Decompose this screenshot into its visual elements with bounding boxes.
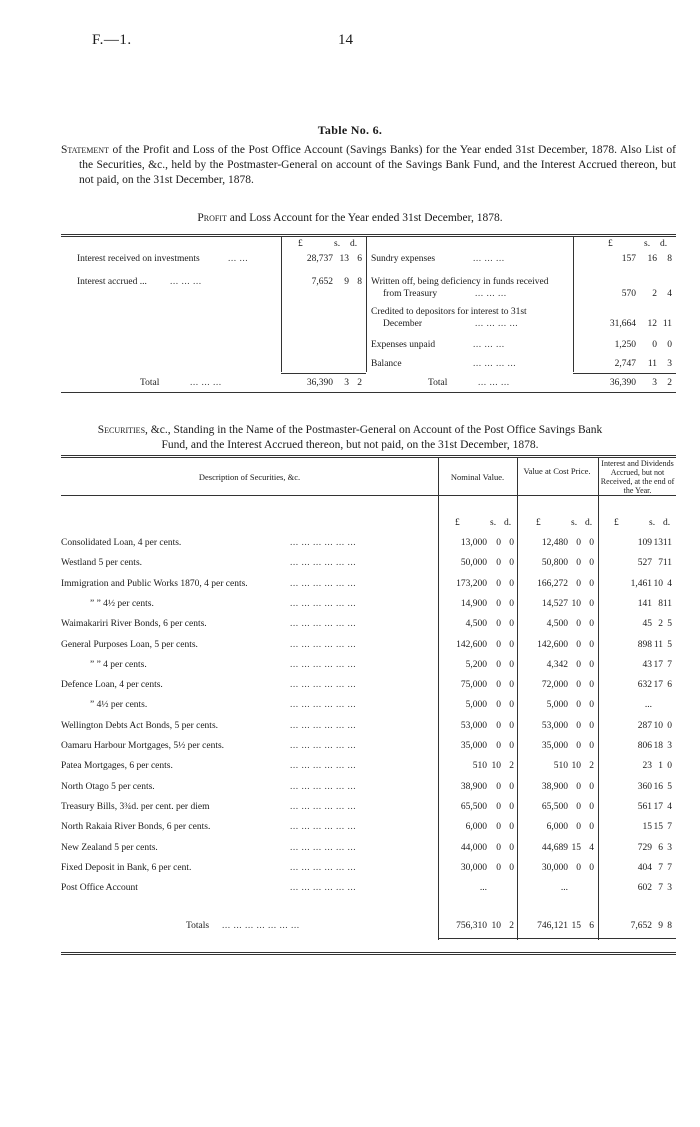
interest-accrued-shillings: 10 (653, 579, 663, 589)
nominal-value-pounds: 30,000 (460, 863, 487, 873)
nominal-value-pounds: 173,200 (456, 579, 487, 589)
security-description: Fixed Deposit in Bank, 6 per cent. (61, 863, 192, 873)
leader-dots: ... ... ... ... ... ... (290, 579, 357, 589)
credit-total-shillings: 3 (652, 378, 657, 388)
interest-accrued-header: Interest and Dividends Accrued, but not Received, at the end of the Year. (600, 459, 675, 495)
cost-value-pounds: 142,600 (537, 640, 568, 650)
securities-title: Securities, &c., Standing in the Name of the Postmaster-General on Account of the Post Office Savings Bank (97, 424, 603, 436)
interest-accrued-pence: 6 (667, 680, 672, 690)
cost-value-pence: 0 (589, 741, 594, 751)
interest-accrued-shillings: 16 (653, 782, 663, 792)
interest-accrued-pence: 3 (667, 741, 672, 751)
leader-dots: ... ... ... ... ... ... (290, 822, 357, 832)
nominal-value-shillings: 0 (496, 579, 501, 589)
debit-label: Interest received on investments (77, 254, 200, 264)
credit-amount-shillings: 0 (652, 340, 657, 350)
security-description: Oamaru Harbour Mortgages, 5½ per cents. (61, 741, 225, 751)
nominal-value-pounds: 38,900 (460, 782, 487, 792)
cost-value-pounds: 44,689 (541, 843, 568, 853)
interest-accrued-pounds: 43 (642, 660, 652, 670)
interest-accrued-shillings: 7 (658, 558, 663, 568)
debit-label: Interest accrued ... (77, 277, 147, 287)
totals-label: Totals (186, 921, 210, 931)
interest-accrued-pence: 11 (662, 558, 672, 568)
debit-amount-shillings: 9 (344, 277, 349, 287)
debit-amount-pence: 8 (357, 277, 362, 287)
table-top-rule-2 (61, 236, 676, 237)
security-description: New Zealand 5 per cents. (61, 843, 158, 853)
credit-label: Sundry expenses (371, 254, 436, 264)
pence-header: d. (585, 518, 593, 528)
cost-value-pounds: 72,000 (541, 680, 568, 690)
interest-accrued-shillings: 7 (658, 863, 663, 873)
credit-label-cont: December (383, 319, 423, 329)
nominal-value-pounds: 4,500 (465, 619, 487, 629)
leader-dots: ... ... ... ... ... ... (290, 619, 357, 629)
cost-value-shillings: 0 (576, 558, 581, 568)
nominal-value-shillings: 0 (496, 782, 501, 792)
nominal-value-pence: 0 (509, 558, 514, 568)
interest-accrued-pence: 3 (667, 843, 672, 853)
credit-label-cont: from Treasury (383, 289, 438, 299)
cost-value-pence: 0 (589, 863, 594, 873)
cost-value-pence: 0 (589, 640, 594, 650)
interest-accrued-shillings: 11 (653, 640, 663, 650)
shilling-header: s. (571, 518, 578, 528)
page-number: 14 (338, 32, 353, 48)
nominal-value-shillings: 0 (496, 802, 501, 812)
cost-value-pounds: ... (560, 883, 568, 893)
credit-amount-pounds: 31,664 (609, 319, 636, 329)
nominal-value-pence: 0 (509, 843, 514, 853)
interest-accrued-pounds: 23 (642, 761, 652, 771)
leader-dots: ... ... ... ... ... ... (290, 538, 357, 548)
credit-amount-pounds: 1,250 (614, 340, 636, 350)
interest-accrued-shillings: 17 (653, 680, 663, 690)
cost-value-shillings: 0 (576, 863, 581, 873)
totals-interest-pence: 8 (667, 921, 672, 931)
nominal-value-pounds: 65,500 (460, 802, 487, 812)
cost-value-pence: 0 (589, 822, 594, 832)
cost-value-pence: 0 (589, 579, 594, 589)
cost-value-header: Value at Cost Price. (523, 466, 591, 476)
cost-value-pence: 0 (589, 700, 594, 710)
leader-dots: ... ... ... (478, 378, 510, 388)
interest-accrued-pence: 0 (667, 721, 672, 731)
table-bottom-rule (61, 952, 676, 953)
nominal-value-pounds: 44,000 (460, 843, 487, 853)
cost-value-pounds: 35,000 (541, 741, 568, 751)
credit-label: Expenses unpaid (371, 340, 436, 350)
cost-value-pounds: 166,272 (537, 579, 568, 589)
nominal-value-shillings: 0 (496, 619, 501, 629)
statement-lead: Statement (61, 144, 109, 156)
credit-amount-pence: 11 (662, 319, 672, 329)
security-description: Wellington Debts Act Bonds, 5 per cents. (61, 721, 219, 731)
interest-accrued-pence: 4 (667, 579, 672, 589)
pence-header: d. (350, 239, 358, 249)
nominal-value-shillings: 0 (496, 640, 501, 650)
interest-accrued-pence: 11 (662, 538, 672, 548)
debit-total-shillings: 3 (344, 378, 349, 388)
credit-amount-shillings: 16 (647, 254, 657, 264)
interest-accrued-shillings: 13 (653, 538, 663, 548)
interest-accrued-pence: 5 (667, 640, 672, 650)
security-description: Patea Mortgages, 6 per cents. (61, 761, 173, 771)
leader-dots: ... ... ... ... ... ... (290, 741, 357, 751)
leader-dots: ... ... ... ... ... ... (290, 680, 357, 690)
security-description: ” ” 4 per cents. (90, 660, 147, 670)
debit-total-pence: 2 (357, 378, 362, 388)
pound-header: £ (536, 518, 541, 528)
cost-value-pounds: 4,500 (546, 619, 568, 629)
nominal-value-pounds: ... (479, 883, 487, 893)
credit-amount-pounds: 157 (621, 254, 636, 264)
table-bottom-rule (61, 392, 676, 393)
totals-interest-pounds: 7,652 (630, 921, 652, 931)
leader-dots: ... ... ... ... ... ... (290, 558, 357, 568)
security-description: Westland 5 per cents. (61, 558, 143, 568)
cost-value-shillings: 0 (576, 538, 581, 548)
interest-accrued-shillings: 10 (653, 721, 663, 731)
nominal-value-header: Nominal Value. (450, 472, 505, 482)
credit-total-pence: 2 (667, 378, 672, 388)
pound-header: £ (298, 239, 303, 249)
cost-value-shillings: 15 (571, 843, 581, 853)
header-bottom-rule (61, 495, 676, 496)
cost-value-pence: 4 (589, 843, 594, 853)
security-description: ” 4½ per cents. (90, 700, 148, 710)
cost-value-pounds: 65,500 (541, 802, 568, 812)
cost-value-pence: 2 (589, 761, 594, 771)
credit-label: Written off, being deficiency in funds received (371, 277, 549, 287)
nominal-value-pounds: 13,000 (460, 538, 487, 548)
credit-amount-pence: 8 (667, 254, 672, 264)
interest-accrued-pounds: 287 (637, 721, 652, 731)
nominal-value-pence: 0 (509, 619, 514, 629)
credit-amount-shillings: 12 (647, 319, 657, 329)
nominal-value-shillings: 0 (496, 700, 501, 710)
nominal-value-pence: 0 (509, 579, 514, 589)
shilling-header: s. (334, 239, 341, 249)
nominal-value-pence: 0 (509, 802, 514, 812)
nominal-value-pence: 0 (509, 660, 514, 670)
pound-header: £ (614, 518, 619, 528)
cost-value-pounds: 30,000 (541, 863, 568, 873)
nominal-value-shillings: 0 (496, 721, 501, 731)
nominal-value-pounds: 14,900 (460, 599, 487, 609)
interest-accrued-shillings: 17 (653, 802, 663, 812)
leader-dots: ... ... ... ... ... ... (290, 843, 357, 853)
cost-value-pounds: 50,800 (541, 558, 568, 568)
leader-dots: ... ... ... ... ... ... (290, 700, 357, 710)
nominal-value-shillings: 0 (496, 843, 501, 853)
security-description: ” ” 4½ per cents. (90, 599, 154, 609)
shilling-header: s. (644, 239, 651, 249)
interest-accrued-pence: 5 (667, 619, 672, 629)
interest-accrued-pounds: 602 (637, 883, 652, 893)
interest-accrued-pence: 7 (667, 660, 672, 670)
cost-value-pounds: 38,900 (541, 782, 568, 792)
leader-dots: ... ... ... ... ... ... (290, 863, 357, 873)
security-description: North Rakaia River Bonds, 6 per cents. (61, 822, 211, 832)
credit-amount-pounds: 2,747 (614, 359, 636, 369)
cost-value-pounds: 6,000 (546, 822, 568, 832)
interest-accrued-pounds: ... (644, 700, 652, 710)
credit-amount-pence: 3 (667, 359, 672, 369)
nominal-value-pounds: 6,000 (465, 822, 487, 832)
cost-value-pounds: 4,342 (546, 660, 568, 670)
leader-dots: ... ... ... ... ... ... (290, 640, 357, 650)
totals-cost-pence: 6 (589, 921, 594, 931)
cost-value-shillings: 0 (576, 822, 581, 832)
table-bottom-rule-2 (61, 954, 676, 955)
interest-accrued-shillings: 18 (653, 741, 663, 751)
cost-value-pounds: 14,527 (541, 599, 568, 609)
cost-value-pounds: 510 (553, 761, 568, 771)
nominal-value-pence: 2 (509, 761, 514, 771)
debit-amount-shillings: 13 (339, 254, 349, 264)
cost-value-pence: 0 (589, 680, 594, 690)
interest-accrued-shillings: 2 (658, 619, 663, 629)
security-description: Immigration and Public Works 1870, 4 per cents. (61, 579, 248, 589)
credit-amount-pence: 4 (667, 289, 672, 299)
cost-value-shillings: 10 (571, 599, 581, 609)
pound-header: £ (608, 239, 613, 249)
nominal-value-pounds: 75,000 (460, 680, 487, 690)
nominal-value-pence: 0 (509, 741, 514, 751)
nominal-value-pounds: 53,000 (460, 721, 487, 731)
interest-accrued-pounds: 806 (637, 741, 652, 751)
nominal-value-pounds: 35,000 (460, 741, 487, 751)
nominal-value-pence: 0 (509, 700, 514, 710)
security-description: Treasury Bills, 3¾d. per cent. per diem (61, 802, 210, 812)
credit-total-pounds: 36,390 (609, 378, 636, 388)
shilling-header: s. (649, 518, 656, 528)
cost-value-pence: 0 (589, 538, 594, 548)
cost-value-pounds: 53,000 (541, 721, 568, 731)
debit-amount-pounds: 7,652 (311, 277, 333, 287)
interest-accrued-shillings: 1 (658, 761, 663, 771)
nominal-value-pence: 0 (509, 863, 514, 873)
cost-value-pence: 0 (589, 660, 594, 670)
cost-value-pounds: 5,000 (546, 700, 568, 710)
interest-accrued-pence: 7 (667, 822, 672, 832)
interest-accrued-pence: 7 (667, 863, 672, 873)
cost-value-shillings: 0 (576, 782, 581, 792)
interest-accrued-pounds: 898 (637, 640, 652, 650)
interest-accrued-pounds: 527 (637, 558, 652, 568)
credit-amount-shillings: 11 (647, 359, 657, 369)
total-rule (573, 373, 676, 374)
nominal-value-pounds: 50,000 (460, 558, 487, 568)
interest-accrued-pence: 3 (667, 883, 672, 893)
column-rule (573, 237, 574, 372)
nominal-value-pounds: 5,200 (465, 660, 487, 670)
cost-value-shillings: 0 (576, 802, 581, 812)
interest-accrued-pounds: 404 (637, 863, 652, 873)
debit-amount-pounds: 28,737 (306, 254, 333, 264)
interest-accrued-pounds: 1,461 (630, 579, 652, 589)
totals-top-rule (438, 938, 676, 939)
totals-nominal-shillings: 10 (491, 921, 501, 931)
nominal-value-pence: 0 (509, 640, 514, 650)
nominal-value-shillings: 0 (496, 660, 501, 670)
nominal-value-pounds: 5,000 (465, 700, 487, 710)
leader-dots: ... ... ... ... ... ... (290, 883, 357, 893)
nominal-value-shillings: 10 (491, 761, 501, 771)
nominal-value-pounds: 142,600 (456, 640, 487, 650)
leader-dots: ... ... (228, 254, 249, 264)
leader-dots: ... ... ... ... ... ... (290, 721, 357, 731)
cost-value-shillings: 0 (576, 619, 581, 629)
nominal-value-shillings: 0 (496, 741, 501, 751)
cost-value-pence: 0 (589, 599, 594, 609)
total-rule (281, 373, 366, 374)
nominal-value-shillings: 0 (496, 863, 501, 873)
page-section-code: F.—1. (92, 32, 132, 48)
interest-accrued-pence: 11 (662, 599, 672, 609)
cost-value-shillings: 10 (571, 761, 581, 771)
interest-accrued-pounds: 360 (637, 782, 652, 792)
nominal-value-shillings: 0 (496, 599, 501, 609)
interest-accrued-pounds: 15 (642, 822, 652, 832)
table-top-rule (61, 234, 676, 235)
debit-total-pounds: 36,390 (306, 378, 333, 388)
security-description: Consolidated Loan, 4 per cents. (61, 538, 182, 548)
interest-accrued-shillings: 15 (653, 822, 663, 832)
interest-accrued-pounds: 561 (637, 802, 652, 812)
leader-dots: ... ... ... ... ... ... (290, 660, 357, 670)
nominal-value-pence: 0 (509, 721, 514, 731)
interest-accrued-pounds: 45 (642, 619, 652, 629)
credit-amount-pounds: 570 (621, 289, 636, 299)
interest-accrued-shillings: 6 (658, 843, 663, 853)
interest-accrued-pounds: 141 (637, 599, 652, 609)
cost-value-pence: 0 (589, 802, 594, 812)
leader-dots: ... ... ... (475, 289, 507, 299)
leader-dots: ... ... ... ... ... ... (290, 599, 357, 609)
totals-nominal-pounds: 756,310 (456, 921, 487, 931)
cost-value-pounds: 12,480 (541, 538, 568, 548)
interest-accrued-pence: 4 (667, 802, 672, 812)
table-top-rule (61, 455, 676, 456)
interest-accrued-pounds: 729 (637, 843, 652, 853)
statement-paragraph (61, 143, 676, 188)
leader-dots: ... ... ... ... ... ... (290, 782, 357, 792)
nominal-value-pence: 0 (509, 538, 514, 548)
table-title: Table No. 6. (317, 123, 383, 137)
nominal-value-shillings: 0 (496, 680, 501, 690)
cost-value-pence: 0 (589, 558, 594, 568)
table-top-rule-2 (61, 457, 676, 458)
leader-dots: ... ... ... (190, 378, 222, 388)
nominal-value-shillings: 0 (496, 558, 501, 568)
leader-dots: ... ... ... ... (473, 359, 517, 369)
nominal-value-pence: 0 (509, 782, 514, 792)
security-description: General Purposes Loan, 5 per cents. (61, 640, 198, 650)
security-description: North Otago 5 per cents. (61, 782, 155, 792)
shilling-header: s. (490, 518, 497, 528)
profit-loss-title: Profit and Loss Account for the Year ended 31st December, 1878. (197, 212, 503, 224)
credit-total-label: Total (428, 378, 448, 388)
leader-dots: ... ... ... (170, 277, 202, 287)
interest-accrued-pounds: 632 (637, 680, 652, 690)
nominal-value-pence: 0 (509, 822, 514, 832)
leader-dots: ... ... ... (473, 254, 505, 264)
cost-value-shillings: 0 (576, 660, 581, 670)
security-description: Post Office Account (61, 883, 138, 893)
nominal-value-shillings: 0 (496, 822, 501, 832)
leader-dots: ... ... ... (473, 340, 505, 350)
interest-accrued-shillings: 8 (658, 599, 663, 609)
interest-accrued-pence: 5 (667, 782, 672, 792)
pence-header: d. (660, 239, 668, 249)
leader-dots: ... ... ... ... ... ... (290, 802, 357, 812)
column-rule (366, 237, 367, 372)
nominal-value-pence: 0 (509, 680, 514, 690)
security-description: Waimakariri River Bonds, 6 per cents. (61, 619, 207, 629)
cost-value-pence: 0 (589, 721, 594, 731)
totals-interest-shillings: 9 (658, 921, 663, 931)
pence-header: d. (504, 518, 512, 528)
debit-amount-pence: 6 (357, 254, 362, 264)
security-description: Defence Loan, 4 per cents. (61, 680, 163, 690)
nominal-value-shillings: 0 (496, 538, 501, 548)
cost-value-pence: 0 (589, 619, 594, 629)
interest-accrued-pence: 0 (667, 761, 672, 771)
cost-value-pence: 0 (589, 782, 594, 792)
debit-total-label: Total (140, 378, 160, 388)
cost-value-shillings: 0 (576, 640, 581, 650)
cost-value-shillings: 0 (576, 721, 581, 731)
cost-value-shillings: 0 (576, 680, 581, 690)
cost-value-shillings: 0 (576, 700, 581, 710)
interest-accrued-shillings: 7 (658, 883, 663, 893)
credit-amount-shillings: 2 (652, 289, 657, 299)
totals-cost-shillings: 15 (571, 921, 581, 931)
credit-label: Credited to depositors for interest to 31st (371, 307, 527, 317)
description-header: Description of Securities, &c. (198, 472, 301, 482)
nominal-value-pounds: 510 (472, 761, 487, 771)
credit-label: Balance (371, 359, 402, 369)
interest-accrued-shillings: 17 (653, 660, 663, 670)
totals-nominal-pence: 2 (509, 921, 514, 931)
statement-text: of the Profit and Loss of the Post Office Account (Savings Banks) for the Year ended 31st December, 1878. Also List of the Securities, &c., held by the Postmaster-General on account of the Savings Bank Fund, and the Interest Accrued thereon, but not paid, on the 31st December, 1878. (79, 144, 676, 186)
nominal-value-pence: 0 (509, 599, 514, 609)
totals-cost-pounds: 746,121 (537, 921, 568, 931)
credit-amount-pence: 0 (667, 340, 672, 350)
cost-value-shillings: 0 (576, 579, 581, 589)
cost-value-shillings: 0 (576, 741, 581, 751)
pound-header: £ (455, 518, 460, 528)
leader-dots: ... ... ... ... (475, 319, 519, 329)
leader-dots: ... ... ... ... ... ... (290, 761, 357, 771)
leader-dots: ... ... ... ... ... ... ... (222, 921, 300, 931)
interest-accrued-pounds: 109 (637, 538, 652, 548)
securities-title-line2: Fund, and the Interest Accrued thereon, but not paid, on the 31st December, 1878. (161, 439, 539, 451)
pence-header: d. (663, 518, 671, 528)
